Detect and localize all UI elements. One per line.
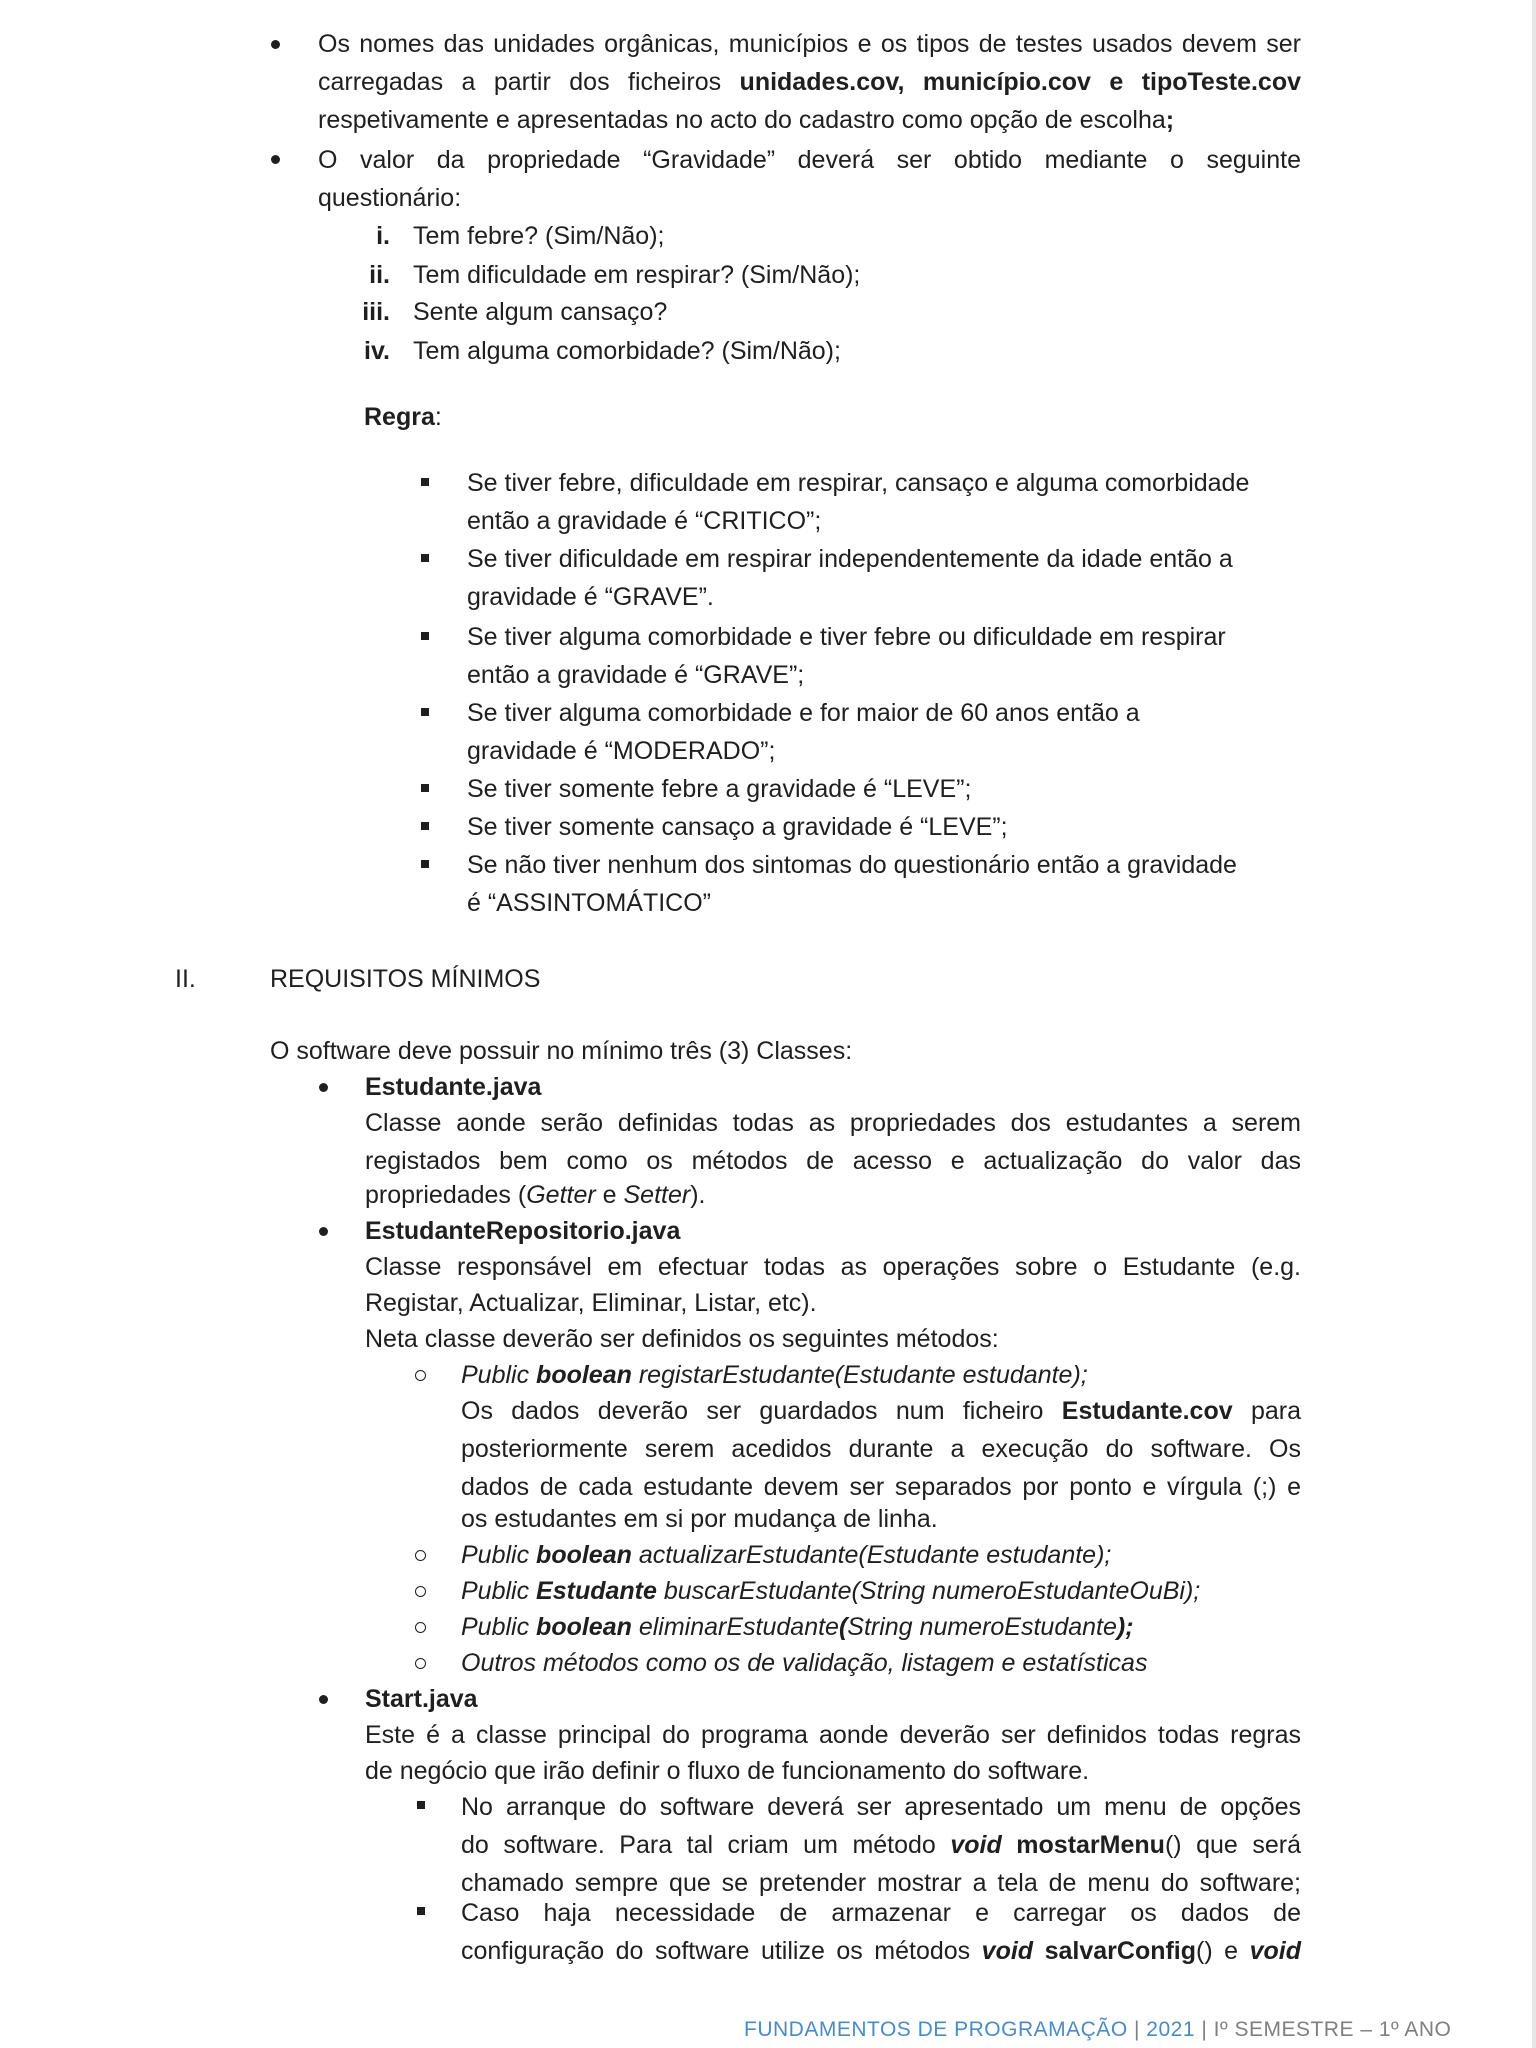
footer-year: 2021 (1146, 2018, 1195, 2041)
class-name: EstudanteRepositorio.java (365, 1217, 681, 1245)
footer-separator: | (1195, 2018, 1214, 2041)
bullet-dot (271, 40, 280, 49)
question-number: ii. (369, 261, 390, 289)
section-title: REQUISITOS MÍNIMOS (270, 965, 541, 993)
text-line: propriedades (Getter e Setter). (365, 1181, 706, 1209)
method-signature: Public boolean actualizarEstudante(Estudante estudante); (461, 1541, 1112, 1569)
rule-line: então a gravidade é “GRAVE”; (467, 661, 805, 689)
square-bullet (421, 554, 429, 562)
footer-separator: | (1127, 2018, 1147, 2041)
text-line: posteriormente serem acedidos durante a execução do software. Os (461, 1435, 1301, 1463)
page-edge-shadow (1532, 0, 1536, 2048)
footer-term: Iº SEMESTRE – 1º ANO (1213, 2018, 1452, 2041)
text-line: O valor da propriedade “Gravidade” deverá ser obtido mediante o seguinte (318, 146, 1301, 174)
footer-course: FUNDAMENTOS DE PROGRAMAÇÃO (744, 2018, 1128, 2041)
rule-line: Se tiver somente cansaço a gravidade é “LEVE”; (467, 813, 1008, 841)
text-line: Registar, Actualizar, Eliminar, Listar, etc). (365, 1289, 817, 1317)
text-line: questionário: (318, 184, 462, 212)
text-line: os estudantes em si por mudança de linha. (461, 1505, 938, 1533)
text-line: No arranque do software deverá ser apresentado um menu de opções (461, 1793, 1301, 1821)
question-text: Tem alguma comorbidade? (Sim/Não); (413, 337, 841, 365)
bullet-dot (319, 1083, 328, 1092)
question-number: iv. (364, 337, 390, 365)
method-signature: Outros métodos como os de validação, listagem e estatísticas (461, 1649, 1148, 1677)
square-bullet (421, 784, 429, 792)
text-line: Neta classe deverão ser definidos os seguintes métodos: (365, 1325, 999, 1353)
square-bullet (421, 860, 429, 868)
text-line: chamado sempre que se pretender mostrar a tela de menu do software; (461, 1869, 1301, 1897)
bullet-dot (319, 1695, 328, 1704)
rule-line: Se tiver dificuldade em respirar independentemente da idade então a (467, 545, 1233, 573)
method-signature: Public Estudante buscarEstudante(String numeroEstudanteOuBi); (461, 1577, 1201, 1605)
question-number: i. (376, 222, 390, 250)
bullet-dot (319, 1227, 328, 1236)
question-text: Tem febre? (Sim/Não); (413, 222, 665, 250)
rule-line: então a gravidade é “CRITICO”; (467, 507, 822, 535)
rule-line: é “ASSINTOMÁTICO” (467, 889, 712, 917)
text-line: do software. Para tal criam um método void mostarMenu() que será (461, 1831, 1301, 1859)
method-description (461, 1392, 1301, 1506)
class-description (365, 1104, 1301, 1180)
text-line: Classe responsável em efectuar todas as operações sobre o Estudante (e.g. (365, 1253, 1301, 1281)
text-line: Caso haja necessidade de armazenar e carregar os dados de (461, 1899, 1301, 1927)
text-line: configuração do software utilize os métodos void salvarConfig() e void (461, 1937, 1302, 1965)
text-line: carregadas a partir dos ficheiros unidades.cov, município.cov e tipoTeste.cov (318, 68, 1301, 96)
circle-bullet (415, 1550, 426, 1561)
rule-line: Se tiver alguma comorbidade e for maior de 60 anos então a (467, 699, 1140, 727)
intro-bullet-1-line3: respetivamente e apresentadas no acto do cadastro como opção de escolha; (318, 106, 1175, 134)
start-item-2 (461, 1894, 1301, 1970)
class-name: Estudante.java (365, 1073, 542, 1101)
rule-line: Se tiver somente febre a gravidade é “LEVE”; (467, 775, 972, 803)
classes-intro: O software deve possuir no mínimo três (3) Classes: (270, 1037, 853, 1065)
text-line: Os nomes das unidades orgânicas, municípios e os tipos de testes usados devem ser (318, 30, 1301, 58)
start-item-1 (461, 1788, 1301, 1902)
question-number: iii. (362, 298, 390, 326)
method-signature: Public boolean registarEstudante(Estudante estudante); (461, 1361, 1088, 1389)
square-bullet (421, 632, 429, 640)
text-line: de negócio que irão definir o fluxo de funcionamento do software. (365, 1757, 1090, 1785)
rule-heading: Regra: (364, 403, 442, 431)
text-line: Os dados deverão ser guardados num ficheiro Estudante.cov para (461, 1397, 1302, 1425)
text-line: Classe aonde serão definidas todas as propriedades dos estudantes a serem (365, 1109, 1301, 1137)
intro-bullet-2 (318, 141, 1301, 179)
rule-line: Se tiver alguma comorbidade e tiver febre ou dificuldade em respirar (467, 623, 1226, 651)
circle-bullet (415, 1586, 426, 1597)
circle-bullet (415, 1658, 426, 1669)
intro-bullet-1 (318, 25, 1301, 101)
rule-line: gravidade é “GRAVE”. (467, 583, 714, 611)
text-line: registados bem como os métodos de acesso e actualização do valor das (365, 1147, 1301, 1175)
square-bullet (417, 1801, 425, 1809)
question-text: Sente algum cansaço? (413, 298, 668, 326)
square-bullet (421, 478, 429, 486)
text-line: dados de cada estudante devem ser separados por ponto e vírgula (;) e (461, 1473, 1301, 1501)
text-line: Este é a classe principal do programa aonde deverão ser definidos todas regras (365, 1721, 1301, 1749)
square-bullet (421, 822, 429, 830)
method-signature: Public boolean eliminarEstudante(String numeroEstudante); (461, 1613, 1134, 1641)
rule-line: Se não tiver nenhum dos sintomas do questionário então a gravidade (467, 851, 1237, 879)
bullet-dot (271, 155, 280, 164)
class-description (365, 1716, 1301, 1754)
square-bullet (421, 708, 429, 716)
class-name: Start.java (365, 1685, 478, 1713)
page-footer (744, 2018, 1536, 2042)
section-number: II. (175, 965, 196, 993)
square-bullet (417, 1907, 425, 1915)
rule-line: Se tiver febre, dificuldade em respirar, cansaço e alguma comorbidade (467, 469, 1250, 497)
class-description (365, 1248, 1301, 1286)
question-text: Tem dificuldade em respirar? (Sim/Não); (413, 261, 861, 289)
rule-line: gravidade é “MODERADO”; (467, 737, 776, 765)
circle-bullet (415, 1622, 426, 1633)
circle-bullet (415, 1370, 426, 1381)
